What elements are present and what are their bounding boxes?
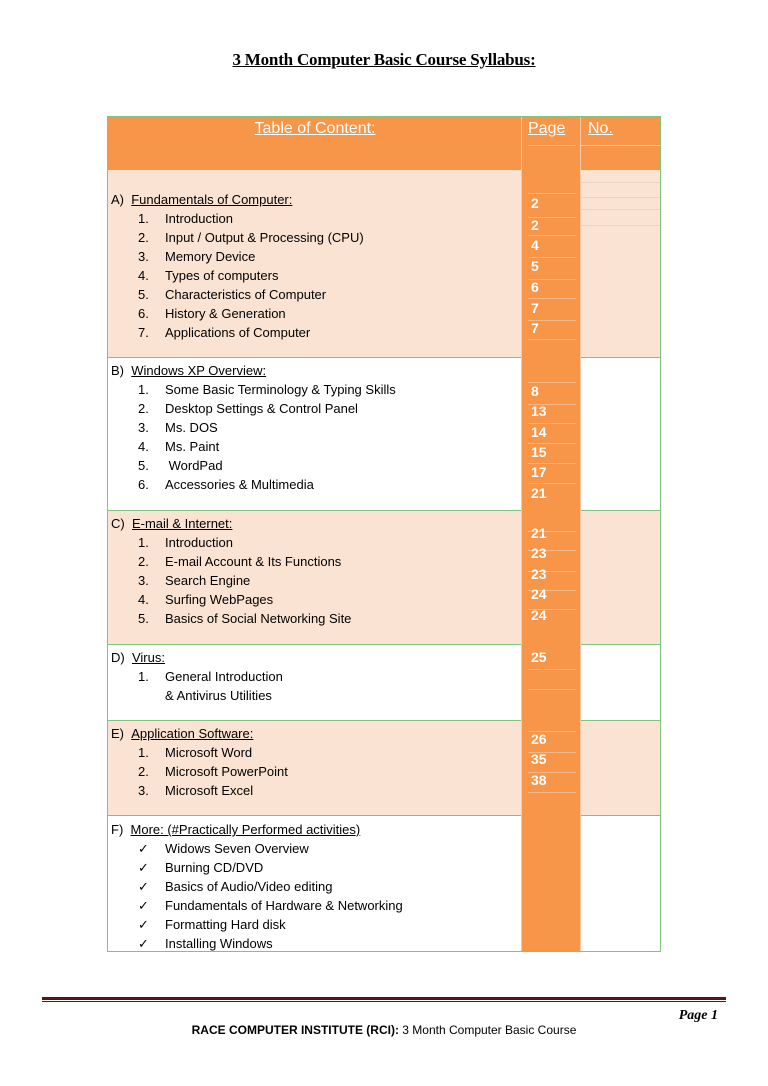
list-item: 5. WordPad xyxy=(138,458,223,473)
list-item: 2. Microsoft PowerPoint xyxy=(138,764,288,779)
section-label: Virus: xyxy=(131,650,165,665)
page-number: 21 xyxy=(531,485,547,501)
page-number: 24 xyxy=(531,607,547,623)
list-item: 3. Ms. DOS xyxy=(138,420,218,435)
page-number: 4 xyxy=(531,237,539,253)
check-mark-icon: ✓ xyxy=(138,917,149,932)
page-number: 35 xyxy=(531,751,547,767)
page-number: 26 xyxy=(531,731,547,747)
section-heading xyxy=(111,361,396,380)
footer-institute: RACE COMPUTER INSTITUTE (RCI): xyxy=(191,1023,399,1037)
page-number: 23 xyxy=(531,545,547,561)
document-title: 3 Month Computer Basic Course Syllabus: xyxy=(232,50,536,69)
section-c xyxy=(111,514,351,628)
page-number: 6 xyxy=(531,279,539,295)
section-e xyxy=(111,724,288,800)
section-label: E-mail & Internet: xyxy=(131,516,233,531)
page-number: 38 xyxy=(531,772,547,788)
list-item: 2. Desktop Settings & Control Panel xyxy=(138,401,358,416)
page-number: 5 xyxy=(531,258,539,274)
section-letter: D) xyxy=(111,650,125,665)
list-item: 6. Accessories & Multimedia xyxy=(138,477,314,492)
list-item: 1. Introduction xyxy=(138,535,233,550)
checklist-item: ✓ Basics of Audio/Video editing xyxy=(138,879,333,894)
footer-course: 3 Month Computer Basic Course xyxy=(398,1023,577,1037)
list-item: 2. E-mail Account & Its Functions xyxy=(138,554,342,569)
section-letter: F) xyxy=(111,822,124,837)
section-label: Fundamentals of Computer: xyxy=(131,192,293,207)
page-number: 24 xyxy=(531,586,547,602)
table-of-content xyxy=(107,116,661,952)
list-item: 1. Introduction xyxy=(138,211,233,226)
page-number: 14 xyxy=(531,424,547,440)
page-number: 21 xyxy=(531,525,547,541)
footer-divider xyxy=(42,997,726,1000)
page-number: 17 xyxy=(531,464,547,480)
column-divider xyxy=(521,117,522,951)
section-label: Application Software: xyxy=(131,726,254,741)
checklist-item: ✓ Installing Windows xyxy=(138,936,273,951)
list-item: 5. Basics of Social Networking Site xyxy=(138,611,352,626)
section-heading xyxy=(111,820,403,839)
page-number: 13 xyxy=(531,403,547,419)
section-heading xyxy=(111,514,351,533)
list-item: 4. Surfing WebPages xyxy=(138,592,274,607)
page-number: 8 xyxy=(531,383,539,399)
toc-header-no: No. xyxy=(588,120,613,137)
section-b xyxy=(111,361,396,494)
section-letter: B) xyxy=(111,363,124,378)
section-letter: E) xyxy=(111,726,124,741)
check-mark-icon: ✓ xyxy=(138,898,149,913)
list-item: 2. Input / Output & Processing (CPU) xyxy=(138,230,364,245)
page-number: 7 xyxy=(531,320,539,336)
list-item: 1. Microsoft Word xyxy=(138,745,253,760)
list-item: 4. Ms. Paint xyxy=(138,439,220,454)
list-item: 6. History & Generation xyxy=(138,306,286,321)
list-item: 1. General Introduction xyxy=(138,669,283,684)
check-mark-icon: ✓ xyxy=(138,841,149,856)
section-f xyxy=(111,820,403,953)
section-heading xyxy=(111,648,283,667)
toc-header-page: Page xyxy=(528,120,566,137)
column-divider xyxy=(580,117,581,951)
page-number: 2 xyxy=(531,217,539,233)
page-number: 7 xyxy=(531,300,539,316)
section-label: Windows XP Overview: xyxy=(131,363,267,378)
checklist-item: ✓ Burning CD/DVD xyxy=(138,860,264,875)
list-item: 3. Memory Device xyxy=(138,249,256,264)
section-letter: C) xyxy=(111,516,125,531)
check-mark-icon: ✓ xyxy=(138,879,149,894)
page-number-label: Page 1 xyxy=(678,1008,718,1023)
section-heading xyxy=(111,190,364,209)
section-heading xyxy=(111,724,288,743)
list-item: 3. Microsoft Excel xyxy=(138,783,254,798)
check-mark-icon: ✓ xyxy=(138,936,149,951)
list-item: 4. Types of computers xyxy=(138,268,279,283)
toc-header-title: Table of Content: xyxy=(254,120,376,137)
list-item-continuation: & Antivirus Utilities xyxy=(165,688,272,703)
section-a xyxy=(111,190,364,342)
footer-divider-thin xyxy=(42,1001,726,1002)
checklist-item: ✓ Fundamentals of Hardware & Networking xyxy=(138,898,403,913)
check-mark-icon: ✓ xyxy=(138,860,149,875)
page-number: 2 xyxy=(531,195,539,211)
section-d xyxy=(111,648,283,705)
footer xyxy=(0,1023,768,1037)
list-item: 3. Search Engine xyxy=(138,573,251,588)
checklist-item: ✓ Widows Seven Overview xyxy=(138,841,309,856)
section-letter: A) xyxy=(111,192,124,207)
list-item: 5. Characteristics of Computer xyxy=(138,287,327,302)
section-label: More: (#Practically Performed activities) xyxy=(130,822,361,837)
checklist-item: ✓ Formatting Hard disk xyxy=(138,917,286,932)
list-item: 7. Applications of Computer xyxy=(138,325,311,340)
page-number: 25 xyxy=(531,649,547,665)
list-item: 1. Some Basic Terminology & Typing Skills xyxy=(138,382,396,397)
page-number: 15 xyxy=(531,444,547,460)
page-number: 23 xyxy=(531,566,547,582)
